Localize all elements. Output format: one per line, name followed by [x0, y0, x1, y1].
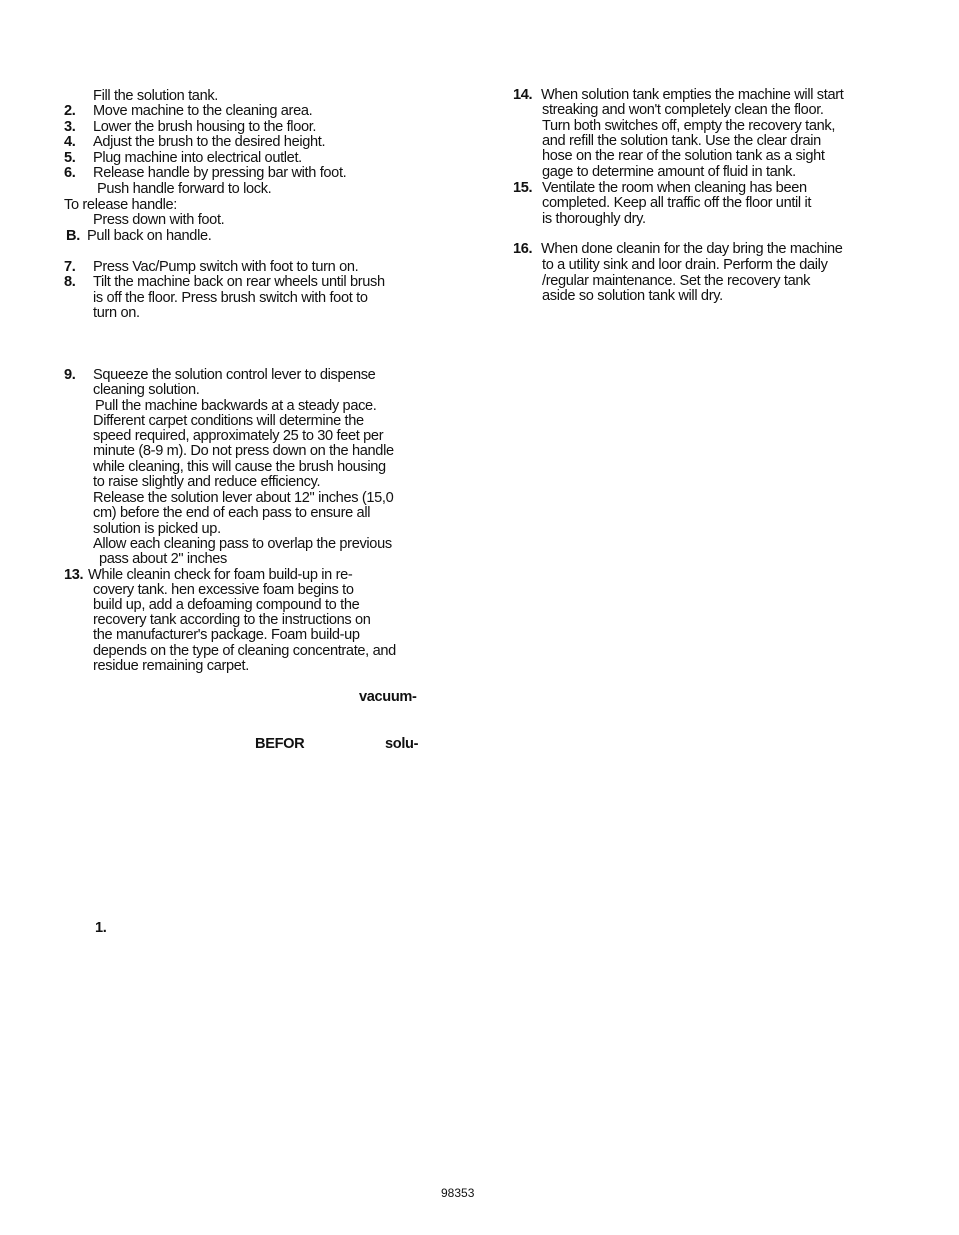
- step-number: 4.: [64, 134, 76, 150]
- step-text-line: gage to determine amount of fluid in tank.: [542, 164, 796, 180]
- step-text: Plug machine into electrical outlet.: [93, 150, 302, 166]
- release-heading: To release handle:: [64, 197, 177, 213]
- step-text-line: When done cleanin for the day bring the machine: [541, 241, 843, 257]
- step-text-line: to a utility sink and loor drain. Perform the daily: [542, 257, 828, 273]
- step-text-line: to raise slightly and reduce efficiency.: [93, 474, 321, 490]
- step-number: 13.: [64, 567, 84, 583]
- step-text: Pull back on handle.: [87, 228, 212, 244]
- fragment-befor: BEFOR: [255, 736, 305, 752]
- step-text-line: hose on the rear of the solution tank as a sight: [542, 148, 825, 164]
- step-number: 2.: [64, 103, 76, 119]
- step-text-line: is off the floor. Press brush switch with foot to: [93, 290, 368, 306]
- step-text-line: cm) before the end of each pass to ensure all: [93, 505, 371, 521]
- step-number: 8.: [64, 274, 76, 290]
- step-text-line: Ventilate the room when cleaning has been: [542, 180, 807, 196]
- step-text: Lower the brush housing to the floor.: [93, 119, 317, 135]
- step-text-line: streaking and won't completely clean the floor.: [542, 102, 824, 118]
- step-text-line: Squeeze the solution control lever to dispense: [93, 367, 376, 383]
- step-text-line: Push handle forward to lock.: [97, 181, 272, 197]
- step-text: Press Vac/Pump switch with foot to turn on.: [93, 259, 359, 275]
- step-text-line: speed required, approximately 25 to 30 feet per: [93, 428, 384, 444]
- step-number: 5.: [64, 150, 76, 166]
- step-text-line: Allow each cleaning pass to overlap the previous: [93, 536, 392, 552]
- step-number: 6.: [64, 165, 76, 181]
- step-fill-text: Fill the solution tank.: [93, 88, 218, 104]
- step-text-line: turn on.: [93, 305, 140, 321]
- step-number: 15.: [513, 180, 533, 196]
- step-text-line: Pull the machine backwards at a steady pace.: [95, 398, 377, 414]
- step-number: 14.: [513, 87, 533, 103]
- step-text-line: Tilt the machine back on rear wheels until brush: [93, 274, 385, 290]
- step-text-line: covery tank. hen excessive foam begins to: [93, 582, 354, 598]
- step-text-line: recovery tank according to the instructions on: [93, 612, 371, 628]
- step-text-line: While cleanin check for foam build-up in re-: [88, 567, 353, 583]
- step-number: 3.: [64, 119, 76, 135]
- step-text-line: Release the solution lever about 12" inches (15,0: [93, 490, 394, 506]
- step-text-line: the manufacturer's package. Foam build-up: [93, 627, 360, 643]
- step-text-line: while cleaning, this will cause the brush housing: [93, 459, 386, 475]
- step-number: 7.: [64, 259, 76, 275]
- step-text-line: cleaning solution.: [93, 382, 200, 398]
- step-text-line: solution is picked up.: [93, 521, 221, 537]
- step-number: B.: [66, 228, 80, 244]
- step-text-line: Turn both switches off, empty the recovery tank,: [542, 118, 836, 134]
- step-text: Adjust the brush to the desired height.: [93, 134, 326, 150]
- step-text-line: minute (8-9 m). Do not press down on the handle: [93, 443, 394, 459]
- step-text-line: and refill the solution tank. Use the clear drain: [542, 133, 821, 149]
- step-text-line: Release handle by pressing bar with foot.: [93, 165, 347, 181]
- step-text-line: When solution tank empties the machine will start: [541, 87, 844, 103]
- step-text-line: build up, add a defoaming compound to the: [93, 597, 360, 613]
- page-code: 98353: [441, 1186, 475, 1200]
- step-text-line: completed. Keep all traffic off the floor until it: [542, 195, 812, 211]
- fragment-step-one: 1.: [95, 920, 107, 936]
- step-text: Move machine to the cleaning area.: [93, 103, 313, 119]
- step-text-line: /regular maintenance. Set the recovery tank: [542, 273, 811, 289]
- step-number: 9.: [64, 367, 76, 383]
- fragment-solu: solu-: [385, 736, 419, 752]
- fragment-vacuum: vacuum-: [359, 689, 417, 705]
- step-text-line: pass about 2" inches: [99, 551, 227, 567]
- step-text-line: is thoroughly dry.: [542, 211, 646, 227]
- step-number: 16.: [513, 241, 533, 257]
- step-text: Press down with foot.: [93, 212, 225, 228]
- step-text-line: aside so solution tank will dry.: [542, 288, 723, 304]
- step-text-line: Different carpet conditions will determine the: [93, 413, 364, 429]
- step-text-line: depends on the type of cleaning concentrate, and: [93, 643, 396, 659]
- step-text-line: residue remaining carpet.: [93, 658, 249, 674]
